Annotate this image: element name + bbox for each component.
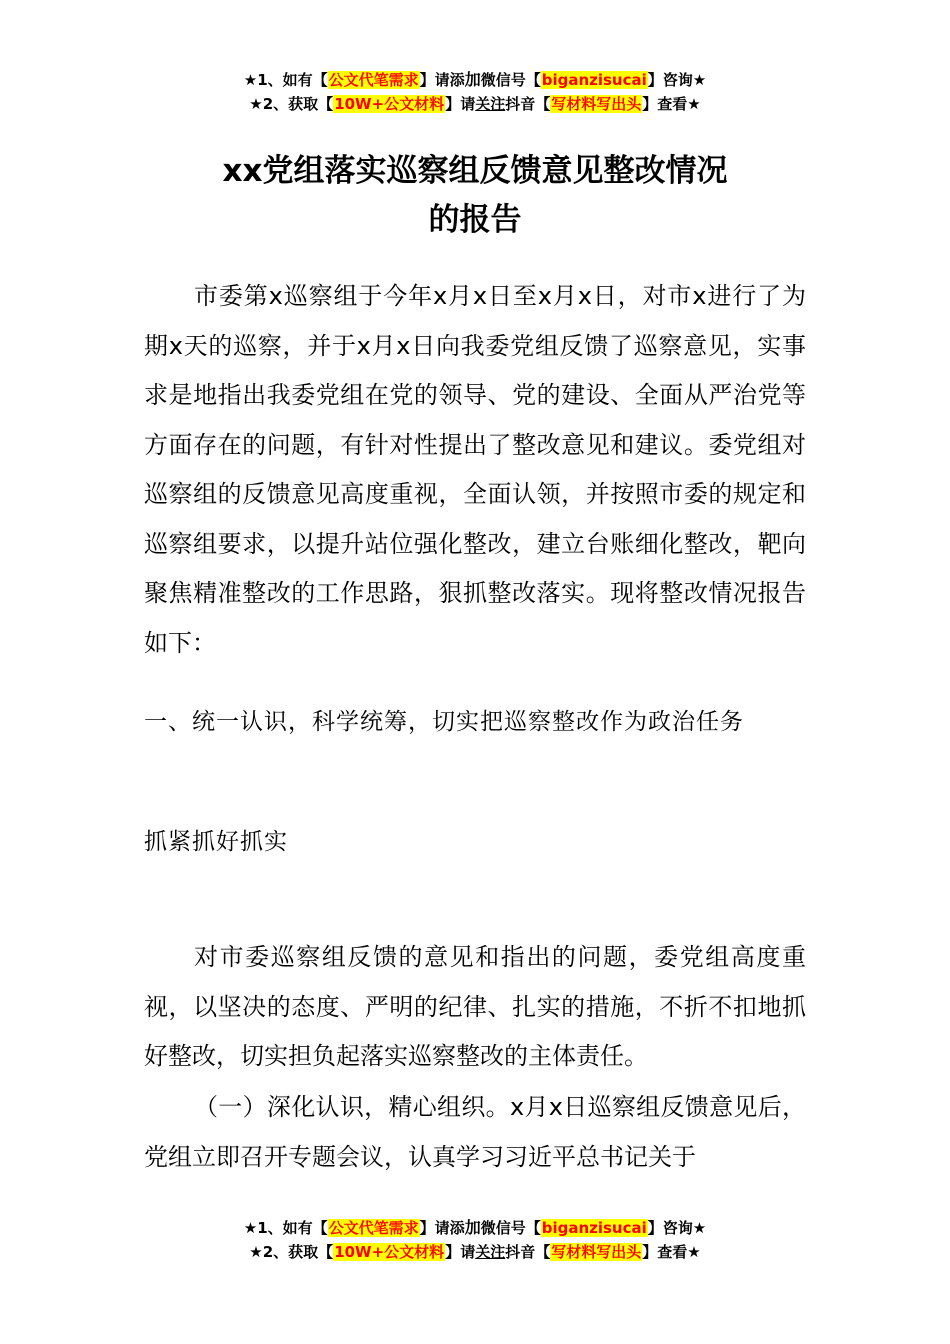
banner-text: ★1、如有【 [243, 71, 328, 89]
highlight-service: 公文代笔需求 [328, 71, 419, 89]
paragraph: 对市委巡察组反馈的意见和指出的问题，委党组高度重视，以坚决的态度、严明的纪律、扎实的措施，不折不扣地抓好整改，切实担负起落实巡察整改的主体责任。 [144, 943, 806, 1070]
highlight-service: 公文代笔需求 [328, 1219, 419, 1237]
highlight-douyin-account: 写材料写出头 [551, 1243, 642, 1261]
banner-text: 】请 [445, 95, 476, 113]
banner-text: 抖音【 [505, 95, 551, 113]
banner-text: 】咨询★ [647, 71, 707, 89]
banner-line-2 [0, 92, 950, 116]
banner-text: 关注 [475, 95, 506, 113]
top-banner [0, 68, 950, 116]
banner-text: 微信号【 [480, 71, 541, 89]
highlight-materials: 10W+公文材料 [334, 95, 445, 113]
banner-text: 】请添 [419, 1219, 465, 1237]
banner-line-2 [0, 1240, 950, 1264]
banner-text: ★2、获取【 [249, 1243, 334, 1261]
banner-text: 】请 [445, 1243, 476, 1261]
highlight-wechat-id: biganzisucai [541, 71, 647, 89]
banner-text: 加 [464, 1218, 481, 1237]
banner-text: 加 [464, 70, 481, 89]
banner-text: 】请添 [419, 71, 465, 89]
section-heading-continued: 抓紧抓好抓实 [144, 829, 288, 855]
banner-text: 】查看★ [642, 1243, 701, 1261]
highlight-materials: 10W+公文材料 [334, 1243, 445, 1261]
banner-text: ★1、如有【 [243, 1219, 328, 1237]
banner-text: ★2、获取【 [249, 95, 334, 113]
document-title: xx党组落实巡察组反馈意见整改情况 [222, 153, 728, 189]
banner-text: 关注 [475, 1243, 506, 1261]
document-title-continued: 的报告 [428, 202, 522, 238]
banner-text: 抖音【 [505, 1243, 551, 1261]
paragraph: （一）深化认识，精心组织。x月x日巡察组反馈意见后，党组立即召开专题会议，认真学习习近平总书记关于 [144, 1093, 806, 1171]
banner-line-1 [0, 1216, 950, 1240]
paragraph: 市委第x巡察组于今年x月x日至x月x日，对市x进行了为期x天的巡察，并于x月x日向我委党组反馈了巡察意见，实事求是地指出我委党组在党的领导、党的建设、全面从严治党等方面存在的问题，有针对性提出了整改意见和建议。委党组对巡察组的反馈意见高度重视，全面认领，并按照市委的规定和巡察组要求，以提升站位强化整改，建立台账细化整改，靶向聚焦精准整改的工作思路，狠抓整改落实。现将整改情况报告如下： [144, 282, 806, 657]
section-heading: 一、统一认识，科学统筹，切实把巡察整改作为政治任务 [144, 709, 744, 735]
bottom-banner [0, 1216, 950, 1264]
banner-line-1 [0, 68, 950, 92]
banner-text: 】查看★ [642, 95, 701, 113]
banner-text: 微信号【 [480, 1219, 541, 1237]
banner-text: 】咨询★ [647, 1219, 707, 1237]
highlight-douyin-account: 写材料写出头 [551, 95, 642, 113]
highlight-wechat-id: biganzisucai [541, 1219, 647, 1237]
